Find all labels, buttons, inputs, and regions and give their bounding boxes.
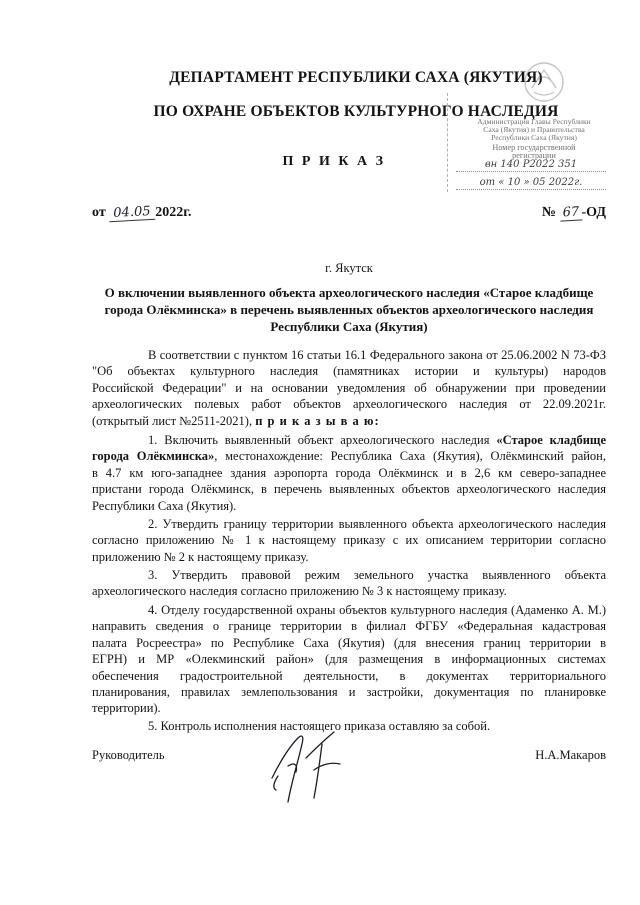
- stamp-org-line: Саха (Якутия) и Правительства: [483, 125, 585, 134]
- title-line: О включении выявленного объекта археологического наследия «Старое кладбище: [104, 285, 594, 300]
- registration-stamp: [447, 93, 616, 192]
- number-suffix: -ОД: [581, 205, 606, 220]
- body-line: 4. Отделу государственной охраны объектов культурного наследия (Адаменко А. М.): [148, 603, 606, 617]
- body-line: В соответствии с пунктом 16 статьи 16.1 Федерального закона от 25.06.2002 N 73-ФЗ: [148, 348, 606, 362]
- stamp-reg-date: от « 10 » 05 2022г.: [456, 177, 606, 190]
- body-line: согласно приложению № 1 к настоящему приказу с их описанием территории согласно: [92, 533, 606, 548]
- body-line: пристани города Олёкминск, в перечень выявленных объектов археологического наследия: [92, 482, 606, 497]
- body-line: "Об объектах культурного наследия (памятниках истории и культуры) народов: [92, 364, 606, 379]
- item-1-paragraph: [92, 432, 606, 514]
- body-line: [92, 448, 606, 464]
- body-line: палата Росреестра» по Республике Саха (Якутия) (для внесения границ территории в: [92, 635, 606, 650]
- stamp-reg-number: вн 140 Р2022 351: [456, 159, 606, 172]
- body-line: археологических полевых работ объектов археологического наследия от 22.09.2021г.: [92, 397, 606, 412]
- stamp-reg-label: Номер государственной: [492, 143, 576, 152]
- body-line: направить сведения о границе территории в филиал ФГБУ «Федеральная кадастровая: [92, 619, 606, 634]
- body-text: 1. Включить выявленный объект археологического наследия: [148, 433, 490, 447]
- handwritten-signature-icon: [258, 718, 358, 810]
- number-prefix: №: [541, 205, 556, 220]
- body-line: приложению № 2 к настоящему приказу.: [92, 549, 309, 564]
- signatory-position: Руководитель: [92, 748, 165, 762]
- order-date: [92, 204, 191, 222]
- body-line: планирования, правилах землепользования и застройки, документация по планировке: [92, 684, 606, 699]
- department-name-line2: ПО ОХРАНЕ ОБЪЕКТОВ КУЛЬТУРНОГО НАСЛЕДИЯ: [153, 103, 559, 120]
- body-line: территории).: [92, 701, 161, 716]
- body-line: 2. Утвердить границу территории выявленного объекта археологического наследия: [148, 517, 606, 531]
- body-text: (открытый лист №2511-2021),: [92, 413, 253, 428]
- department-name-line1: ДЕПАРТАМЕНТ РЕСПУБЛИКИ САХА (ЯКУТИЯ): [169, 69, 543, 86]
- number-handwritten: 67: [559, 205, 582, 221]
- date-prefix: от: [92, 205, 106, 220]
- title-line: города Олёкминска» в перечень выявленных объектов археологического наследия: [104, 302, 594, 317]
- body-line: в 4.7 км юго-западнее здания аэропорта города Олёкминск и в 2,6 км северо-западнее: [92, 465, 606, 480]
- order-title: [92, 284, 606, 335]
- body-line: обеспечения градостроительной деятельности, в документах территориального: [92, 668, 606, 683]
- body-line: [92, 432, 606, 448]
- item-4-paragraph: [92, 602, 606, 717]
- preamble-paragraph: [92, 347, 606, 429]
- body-line: 3. Утвердить правовой режим земельного участка выявленного объекта: [148, 568, 606, 582]
- order-word: п р и к а з ы в а ю:: [255, 413, 380, 428]
- body-line: ЕГРН) и МР «Олекминский район» (для размещения в информационных системах: [92, 652, 606, 667]
- item-3-paragraph: [92, 567, 606, 600]
- body-line: Республики Саха (Якутия).: [92, 498, 237, 513]
- body-line: [92, 413, 606, 429]
- body-line: Российской Федерации" и на основании уведомления об обнаружении при проведении: [92, 380, 606, 395]
- stamp-org-line: Администрация Главы Республики: [477, 117, 591, 126]
- stamp-org-line: Республики Саха (Якутия): [491, 133, 577, 142]
- order-number: [542, 204, 606, 222]
- title-line: Республики Саха (Якутия): [270, 319, 428, 334]
- item-2-paragraph: [92, 516, 606, 565]
- city: г. Якутск: [325, 261, 373, 275]
- date-year: 2022г.: [155, 205, 192, 220]
- date-handwritten: 04.05: [109, 205, 156, 222]
- body-line: 5. Контроль исполнения настоящего приказа оставляю за собой.: [148, 719, 491, 733]
- signatory-name: Н.А.Макаров: [535, 748, 606, 762]
- object-name-bold: города Олёкминска»: [92, 449, 215, 464]
- body-line: археологического наследия согласно приложению № 3 к настоящему приказу.: [92, 584, 507, 599]
- body-text: , местонахождение: Республика Саха (Якутия), Олёкминский район,: [214, 449, 606, 464]
- document-type: П Р И К А З: [282, 154, 386, 169]
- object-name-bold: «Старое кладбище: [496, 433, 607, 447]
- stamp-reg-label: регистрации: [512, 151, 556, 160]
